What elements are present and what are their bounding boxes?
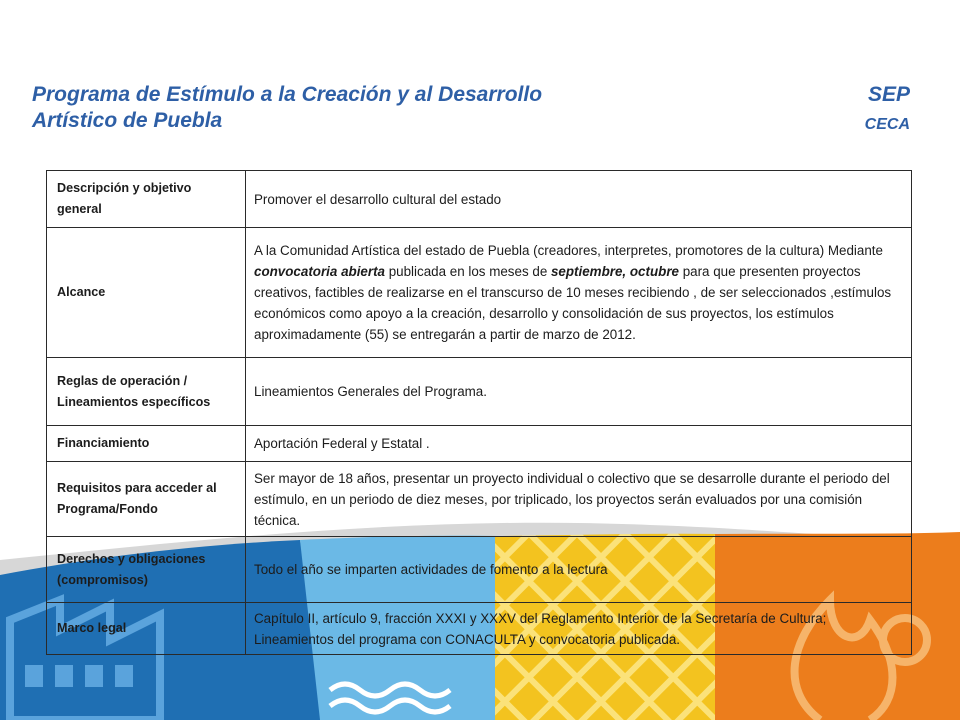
table-row: [47, 358, 912, 426]
row-label: Derechos y obligaciones (compromisos): [47, 537, 246, 603]
row-value: Lineamientos Generales del Programa.: [246, 358, 912, 426]
value-text: publicada en los meses de: [384, 264, 551, 279]
row-label: Marco legal: [47, 603, 246, 655]
title-line-1: Programa de Estímulo a la Creación y al Desarrollo: [32, 83, 543, 106]
emphasis-text: convocatoria abierta: [254, 264, 385, 279]
row-label: Reglas de operación / Lineamientos específicos: [47, 358, 246, 426]
title-line-2: Artístico de Puebla: [32, 109, 223, 132]
row-value: Ser mayor de 18 años, presentar un proyecto individual o colectivo que se desarrolle durante el periodo del estímulo, en un periodo de diez meses, por triplicado, los proyectos serán evaluados por una comisión técnica.: [246, 462, 912, 537]
table-row: [47, 171, 912, 228]
emphasis-text: septiembre, octubre: [550, 264, 679, 279]
row-value: Aportación Federal y Estatal .: [246, 426, 912, 462]
table-row: [47, 603, 912, 655]
row-value: Promover el desarrollo cultural del estado: [246, 171, 912, 228]
table-row: [47, 426, 912, 462]
row-label: Financiamiento: [47, 426, 246, 462]
row-label: Alcance: [47, 228, 246, 358]
value-text: A la Comunidad Artística del estado de Puebla (creadores, interpretes, promotores de la cultura) Mediante: [254, 243, 883, 258]
org-sep: SEP: [867, 83, 910, 106]
table-row: [47, 462, 912, 537]
row-value: Todo el año se imparten actividades de fomento a la lectura: [246, 537, 912, 603]
value-text: para que presenten proyectos creativos, factibles de realizarse en el transcurso de 10 meses recibiendo , de ser seleccionados ,estímulos económicos como apoyo a la creación, desarrollo y consolidación de sus proyectos, los estímulos aproximadamente (55) se entregarán a partir de marzo de 2012.: [254, 264, 892, 342]
org-ceca: CECA: [864, 116, 910, 133]
table-row: [47, 228, 912, 358]
row-label: Requisitos para acceder al Programa/Fondo: [47, 462, 246, 537]
page-title: [32, 82, 652, 134]
program-info-table: [46, 170, 912, 655]
table-row: [47, 537, 912, 603]
row-value: [246, 228, 912, 358]
row-value: Capítulo II, artículo 9, fracción XXXI y XXXV del Reglamento Interior de la Secretaría de Cultura; Lineamientos del programa con CONACULTA y convocatoria publicada.: [246, 603, 912, 655]
row-label: Descripción y objetivo general: [47, 171, 246, 228]
